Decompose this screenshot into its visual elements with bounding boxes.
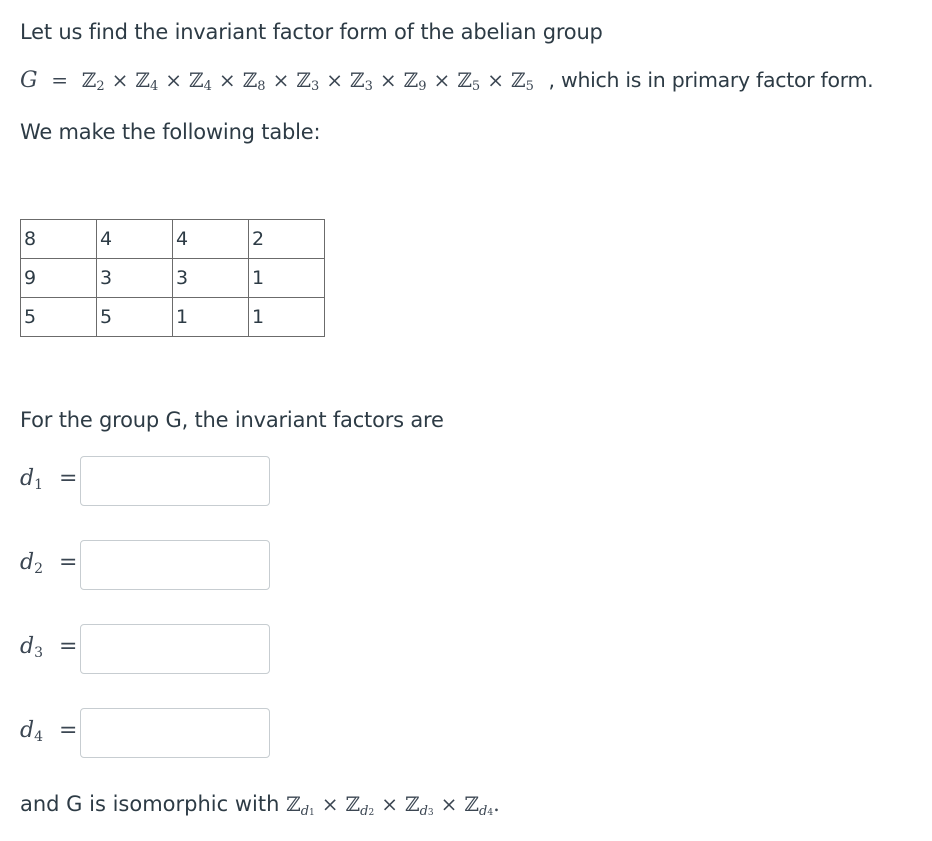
- factor-order: 4: [149, 79, 159, 94]
- period: .: [493, 792, 500, 816]
- table-cell: 5: [97, 298, 173, 337]
- answer-input-d1[interactable]: [80, 456, 270, 506]
- cyclic-factor: ℤ$_5$: [510, 68, 534, 94]
- table-cell: 8: [21, 220, 97, 259]
- cyclic-factor: ℤ$_{d3}$: [404, 792, 434, 819]
- factor-order: 9: [418, 79, 427, 94]
- factor-subscript-index: 4: [487, 808, 494, 818]
- factor-subscript: d1: [300, 804, 315, 819]
- intro-text: Let us find the invariant factor form of the abelian group: [20, 20, 603, 44]
- times-sign: ×: [440, 792, 458, 816]
- cyclic-factor: ℤ$_4$: [189, 68, 212, 94]
- answer-label: $d_3$ =: [20, 634, 78, 661]
- table-cell: 2: [249, 220, 325, 259]
- factor-subscript: d3: [419, 804, 434, 819]
- factor-order: 5: [525, 79, 534, 94]
- isomorphism-statement: [20, 792, 500, 819]
- times-sign: ×: [165, 68, 183, 92]
- table-cell: 3: [97, 259, 173, 298]
- answer-input-d2[interactable]: [80, 540, 270, 590]
- answer-label-index: 3: [34, 645, 44, 661]
- isomorphism-product: [286, 792, 500, 819]
- table-cell: 4: [97, 220, 173, 259]
- answer-input-d4[interactable]: [80, 708, 270, 758]
- cyclic-factor: ℤ$_8$: [242, 68, 266, 94]
- cyclic-factor: ℤ$_4$: [135, 68, 159, 94]
- answer-equals: =: [59, 550, 78, 575]
- factor-order: 3: [310, 79, 320, 94]
- cyclic-factor: ℤ$_{d2}$: [345, 792, 375, 819]
- cyclic-factor: ℤ$_3$: [296, 68, 320, 94]
- factor-subscript-index: 2: [368, 808, 375, 818]
- table-row: [21, 220, 325, 259]
- times-sign: ×: [111, 68, 129, 92]
- table-cell: 1: [173, 298, 249, 337]
- table-row: [21, 298, 325, 337]
- table-cell: 3: [173, 259, 249, 298]
- answer-equals: =: [59, 466, 78, 491]
- factor-order: 5: [471, 79, 481, 94]
- answer-label-index: 1: [34, 477, 44, 493]
- table-cell: 9: [21, 259, 97, 298]
- factor-order: 4: [203, 79, 212, 94]
- answer-equals: =: [59, 718, 78, 743]
- cyclic-factor: ℤ$_5$: [457, 68, 481, 94]
- answer-label: $d_2$ =: [20, 550, 78, 577]
- answer-label: $d_4$ =: [20, 718, 78, 745]
- answer-input-d3[interactable]: [80, 624, 270, 674]
- table-cell: 4: [173, 220, 249, 259]
- primary-form-note: , which is in primary factor form.: [548, 68, 874, 92]
- factor-subscript-index: 1: [309, 808, 315, 818]
- group-factors: [82, 68, 534, 92]
- times-sign: ×: [487, 68, 504, 92]
- table-cell: 1: [249, 298, 325, 337]
- factor-order: 3: [364, 79, 373, 94]
- factor-order: 2: [96, 79, 105, 94]
- times-sign: ×: [381, 792, 398, 816]
- factor-subscript: d2: [360, 804, 375, 819]
- invariant-factors-text: For the group G, the invariant factors are: [20, 408, 444, 432]
- cyclic-factor: ℤ$_{d4}$: [464, 792, 494, 819]
- factor-subscript-index: 3: [427, 808, 434, 818]
- cyclic-factor: ℤ$_{d1}$: [286, 792, 315, 819]
- times-sign: ×: [326, 68, 343, 92]
- answer-label-index: 4: [34, 729, 44, 745]
- table-cell: 5: [21, 298, 97, 337]
- table-intro-text: We make the following table:: [20, 120, 321, 144]
- answer-label-index: 2: [34, 561, 44, 577]
- isomorphism-prefix: and G is isomorphic with: [20, 792, 287, 816]
- factor-order: 8: [257, 79, 266, 94]
- times-sign: ×: [321, 792, 339, 816]
- cyclic-factor: ℤ$_9$: [403, 68, 427, 94]
- table-row: [21, 259, 325, 298]
- cyclic-factor: ℤ$_2$: [81, 68, 105, 94]
- answer-label: $d_1$ =: [20, 466, 78, 493]
- times-sign: ×: [272, 68, 290, 92]
- times-sign: ×: [218, 68, 236, 92]
- answer-equals: =: [59, 634, 78, 659]
- times-sign: ×: [379, 68, 397, 92]
- times-sign: ×: [433, 68, 451, 92]
- factor-subscript: d4: [479, 804, 494, 819]
- group-name: G: [20, 68, 38, 93]
- equals-sign: =: [51, 68, 69, 92]
- factor-table: [20, 219, 325, 337]
- table-cell: 1: [249, 259, 325, 298]
- group-definition: [20, 68, 873, 94]
- cyclic-factor: ℤ$_3$: [350, 68, 373, 94]
